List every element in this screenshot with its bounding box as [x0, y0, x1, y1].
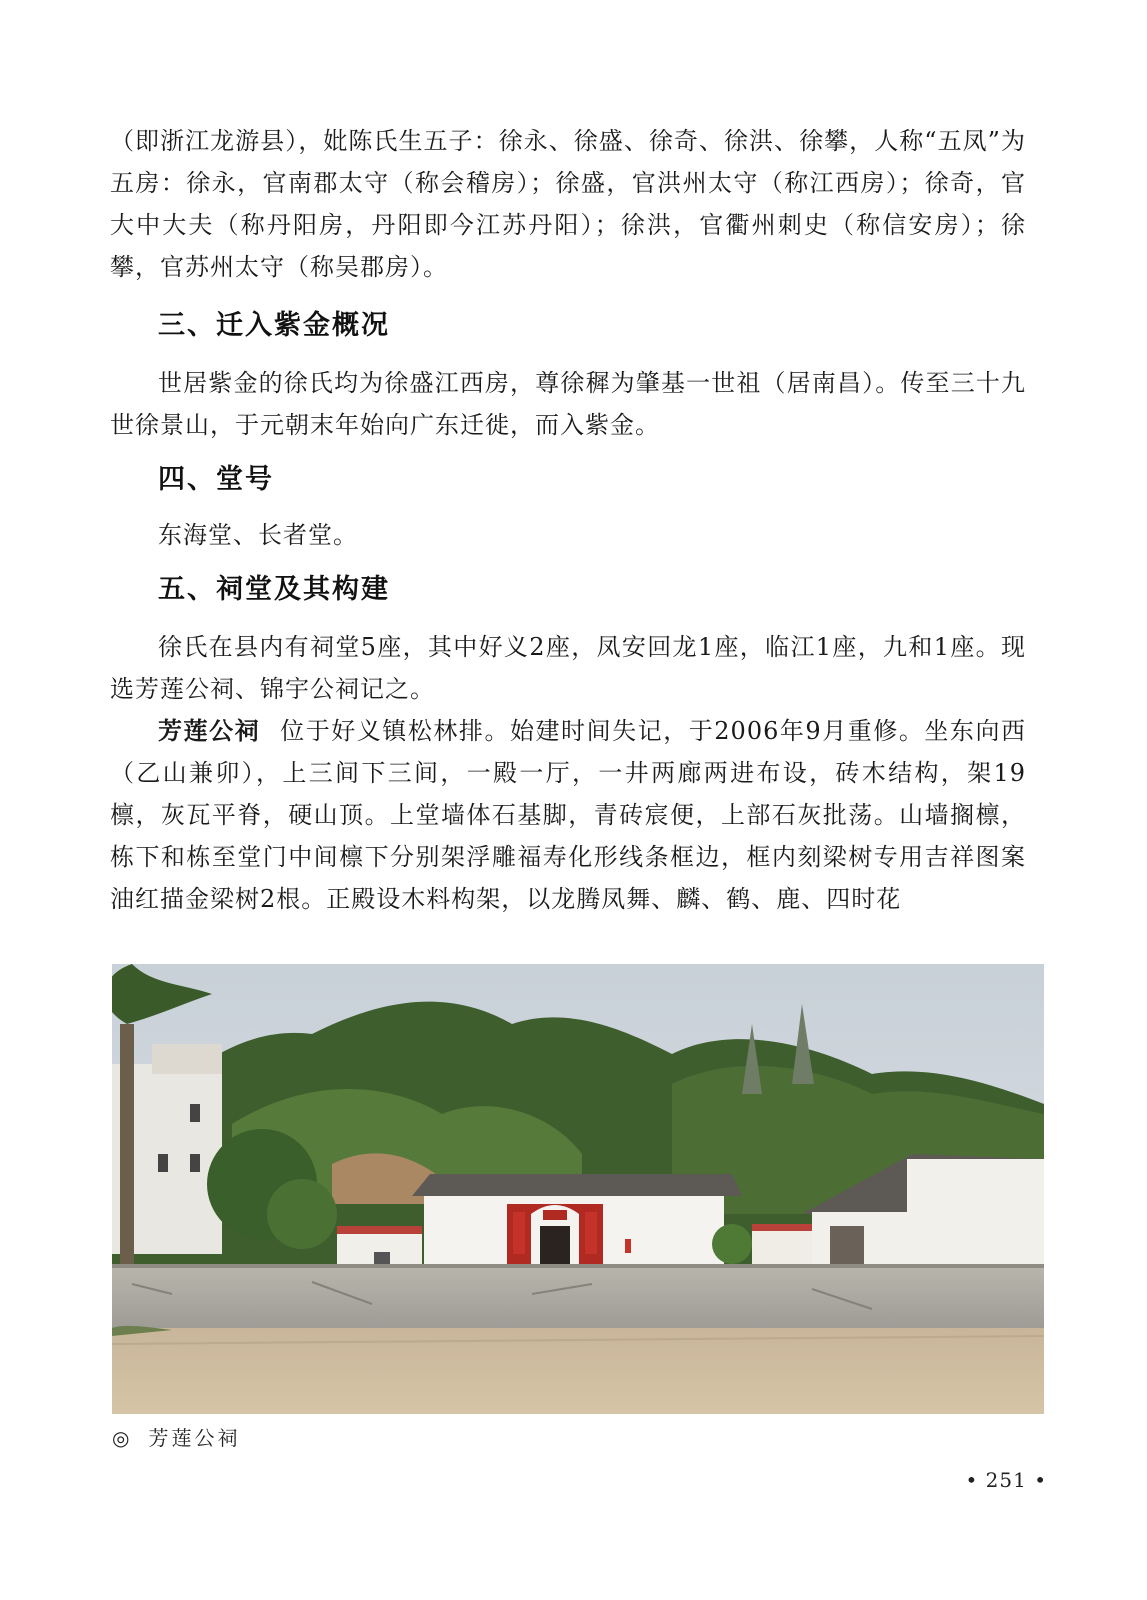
section-heading-hall-name: 四、堂号: [158, 464, 274, 495]
paragraph-five-sons: （即浙江龙游县），妣陈氏生五子：徐永、徐盛、徐奇、徐洪、徐攀，人称“五凤”为五房：徐永，官南郡太守（称会稽房）；徐盛，官洪州太守（称江西房）；徐奇，官大中大夫（称丹阳房，丹阳即今江苏丹阳）；徐洪，官衢州刺史（称信安房）；徐攀，官苏州太守（称吴郡房）。: [110, 127, 1026, 281]
caption-text: 芳莲公祠: [148, 1426, 241, 1450]
paragraph-fanglian-body: 位于好义镇松林排。始建时间失记，于2006年9月重修。坐东向西（乙山兼卯），上三间下三间，一殿一厅，一井两廊两进布设，砖木结构，架19檩，灰瓦平脊，硬山顶。上堂墙体石基脚，青砖宸便，上部石灰批荡。山墙搁檩，栋下和栋至堂门中间檩下分别架浮雕福寿化形线条框边，框内刻梁树专用吉祥图案油红描金梁树2根。正殿设木料构架，以龙腾凤舞、麟、鹤、鹿、四时花: [110, 717, 1026, 913]
section-heading-ancestral-halls: 五、祠堂及其构建: [158, 574, 390, 605]
caption-bullet-icon: ◎: [112, 1426, 133, 1450]
ancestral-hall-photo: [112, 964, 1044, 1414]
paragraph-hall-count: 徐氏在县内有祠堂5座，其中好义2座，凤安回龙1座，临江1座，九和1座。现选芳莲公祠、锦宇公祠记之。: [110, 633, 1026, 703]
paragraph-lead-term: 芳莲公祠: [158, 717, 261, 745]
paragraph-hall-names: 东海堂、长者堂。: [158, 521, 358, 549]
section-heading-migration: 三、迁入紫金概况: [158, 310, 390, 341]
figure-caption: [112, 1424, 240, 1452]
page-number: • 251 •: [965, 1468, 1047, 1492]
paragraph-fanglian-hall: [110, 710, 1026, 920]
paragraph-migration: 世居紫金的徐氏均为徐盛江西房，尊徐穉为肇基一世祖（居南昌）。传至三十九世徐景山，于元朝末年始向广东迁徙，而入紫金。: [110, 369, 1026, 439]
